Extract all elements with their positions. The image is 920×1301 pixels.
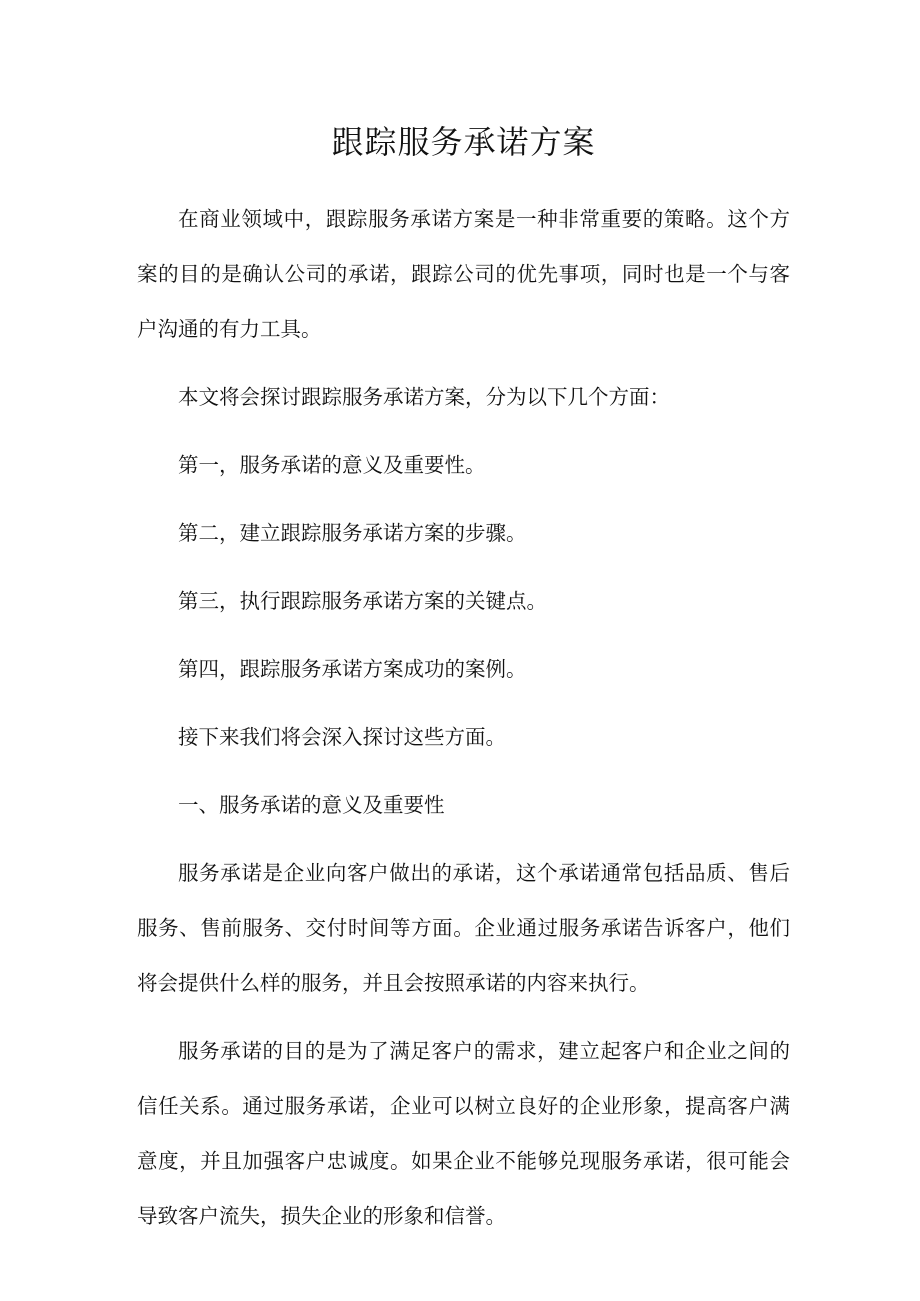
paragraph-overview: 本文将会探讨跟踪服务承诺方案，分为以下几个方面： bbox=[178, 385, 670, 409]
paragraph-transition: 接下来我们将会深入探讨这些方面。 bbox=[178, 725, 506, 749]
paragraph-point-1: 第一，服务承诺的意义及重要性。 bbox=[178, 453, 486, 477]
paragraph-point-3: 第三，执行跟踪服务承诺方案的关键点。 bbox=[178, 589, 547, 613]
paragraph-body-1: 服务承诺是企业向客户做出的承诺，这个承诺通常包括品质、售后服务、售前服务、交付时间等方面。企业通过服务承诺告诉客户，他们将会提供什么样的服务，并且会按照承诺的内容来执行。 bbox=[137, 861, 790, 995]
paragraph-point-4: 第四，跟踪服务承诺方案成功的案例。 bbox=[178, 657, 527, 681]
paragraph-body-2: 服务承诺的目的是为了满足客户的需求，建立起客户和企业之间的信任关系。通过服务承诺，企业可以树立良好的企业形象，提高客户满意度，并且加强客户忠诚度。如果企业不能够兑现服务承诺，很可能会导致客户流失，损失企业的形象和信誉。 bbox=[137, 1039, 790, 1228]
section-heading-1: 一、服务承诺的意义及重要性 bbox=[178, 793, 445, 817]
paragraph-intro: 在商业领域中，跟踪服务承诺方案是一种非常重要的策略。这个方案的目的是确认公司的承诺，跟踪公司的优先事项，同时也是一个与客户沟通的有力工具。 bbox=[137, 207, 790, 341]
paragraph-point-2: 第二，建立跟踪服务承诺方案的步骤。 bbox=[178, 521, 527, 545]
document-title: 跟踪服务承诺方案 bbox=[331, 123, 596, 161]
